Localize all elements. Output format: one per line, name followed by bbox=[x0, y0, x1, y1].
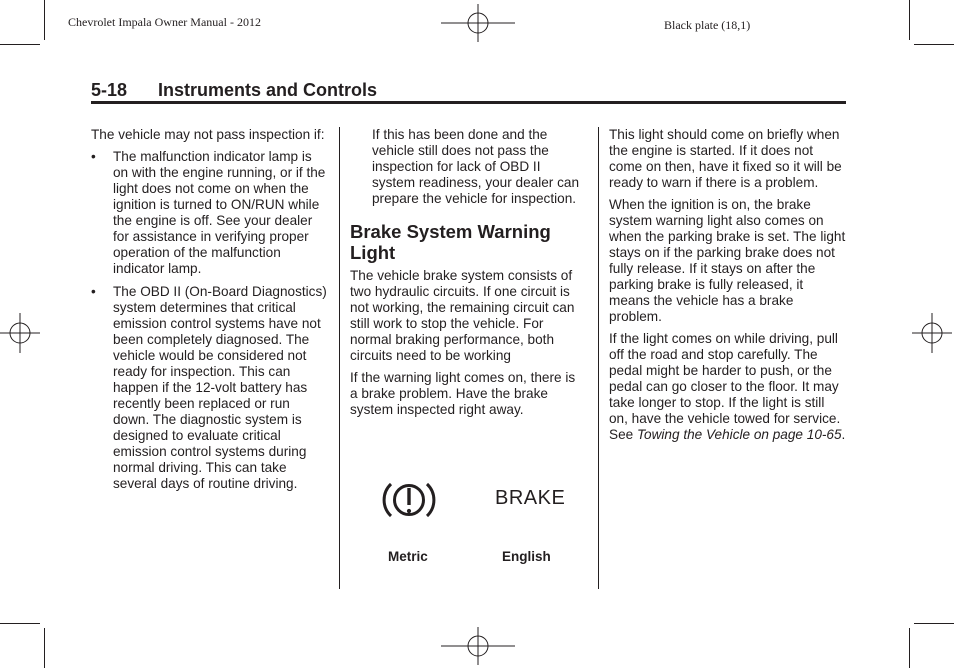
crop-mark-bottom-right-h bbox=[914, 623, 954, 624]
period: . bbox=[841, 427, 846, 442]
registration-right-icon bbox=[912, 313, 952, 353]
towing-reference-link[interactable]: Towing the Vehicle on page 10-65 bbox=[636, 427, 842, 442]
caption-english: English bbox=[502, 549, 551, 564]
brake-warning-metric-icon bbox=[380, 478, 438, 522]
plate-label: Black plate (18,1) bbox=[664, 18, 751, 32]
bullet-item bbox=[91, 284, 329, 492]
crop-mark-bottom-left-v bbox=[44, 628, 45, 668]
brake-paragraph-2: If the warning light comes on, there is a brake problem. Have the brake system inspected right away. bbox=[350, 370, 576, 417]
registration-left-icon bbox=[0, 313, 40, 353]
light-paragraph-1: This light should come on briefly when the engine is started. If it does not come on then, have it fixed so it will be ready to warn if there is a problem. bbox=[609, 127, 842, 190]
bullet-text: The OBD II (On-Board Diagnostics) system determines that critical emission control systems have not been completely diagnosed. The vehicle would be considered not ready for inspection. This can happen if the 12-volt battery has recently been replaced or run down. The diagnostic system is designed to evaluate critical emission control systems during normal driving. This can take several days of routine driving. bbox=[113, 284, 327, 491]
bullet-icon: • bbox=[91, 149, 96, 164]
bullet-text: The malfunction indicator lamp is on with the engine running, or if the light does not come on when the ignition is turned to ON/RUN while the engine is off. See your dealer for assistance in verifying proper operation of the malfunction indicator lamp. bbox=[113, 149, 326, 276]
caption-metric: Metric bbox=[388, 549, 428, 564]
column-3 bbox=[609, 127, 847, 449]
crop-mark-top-left-v bbox=[44, 0, 45, 40]
crop-mark-top-left-h bbox=[0, 44, 40, 45]
column-2 bbox=[350, 127, 582, 424]
registration-top-icon bbox=[441, 4, 515, 42]
column-1 bbox=[91, 127, 329, 499]
column-divider-2 bbox=[598, 127, 599, 589]
brake-english-symbol: BRAKE bbox=[495, 487, 566, 509]
bullet-item bbox=[91, 149, 329, 277]
continuation-paragraph: If this has been done and the vehicle still does not pass the inspection for lack of OBD II system readiness, your dealer can prepare the vehicle for inspection. bbox=[372, 127, 580, 206]
heading-rule bbox=[91, 101, 846, 104]
column-divider-1 bbox=[339, 127, 340, 589]
light-paragraph-3-text: If the light comes on while driving, pull off the road and stop carefully. The pedal might be harder to push, or the pedal can go closer to the floor. It may take longer to stop. If the light is still on, have the vehicle towed for service. See bbox=[609, 331, 841, 442]
intro-paragraph: The vehicle may not pass inspection if: bbox=[91, 127, 325, 142]
crop-mark-top-right-h bbox=[914, 44, 954, 45]
manual-title: Chevrolet Impala Owner Manual - 2012 bbox=[68, 15, 261, 29]
light-paragraph-3 bbox=[609, 331, 847, 443]
crop-mark-bottom-right-v bbox=[909, 628, 910, 668]
section-heading bbox=[91, 80, 377, 101]
brake-warning-heading: Brake System Warning Light bbox=[350, 221, 551, 263]
crop-mark-bottom-left-h bbox=[0, 623, 40, 624]
crop-mark-top-right-v bbox=[909, 0, 910, 40]
section-title: Instruments and Controls bbox=[158, 80, 378, 100]
inspection-bullets bbox=[91, 149, 329, 492]
brake-paragraph-1: The vehicle brake system consists of two hydraulic circuits. If one circuit is not working, the remaining circuit can still work to stop the vehicle. For normal braking performance, both circuits need to be working bbox=[350, 268, 575, 363]
page-number: 5-18 bbox=[91, 80, 128, 100]
bullet-icon: • bbox=[91, 284, 96, 299]
registration-bottom-icon bbox=[441, 627, 515, 665]
light-paragraph-2: When the ignition is on, the brake system warning light also comes on when the parking brake is set. The light stays on if the parking brake does not fully release. If it stays on after the parking brake is fully released, it means the vehicle has a brake problem. bbox=[609, 197, 846, 324]
